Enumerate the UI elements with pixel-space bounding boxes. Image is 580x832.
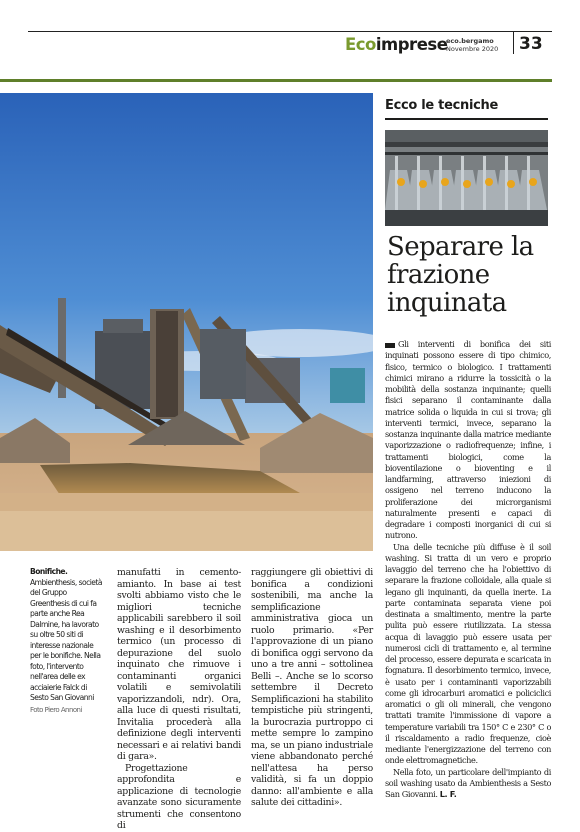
sidebar-paragraph-1 bbox=[385, 339, 551, 542]
column-a-paragraph-2: Progettazione approfondita e applicazione di tecnologie avanzate sono sicuramente strumenti che consentono di bbox=[117, 762, 241, 831]
sidebar-paragraph-3 bbox=[385, 767, 551, 801]
kicker-rule bbox=[385, 118, 548, 120]
header-top-rule bbox=[28, 31, 552, 32]
brand-eco: Eco bbox=[345, 35, 376, 54]
header-green-bar bbox=[0, 79, 552, 82]
soil-washing-thumbnail bbox=[385, 130, 548, 226]
photo-caption bbox=[30, 567, 106, 715]
sidebar-text-column bbox=[385, 339, 551, 800]
sidebar-paragraph-1-text: Gli interventi di bonifica dei siti inquinati possono essere di tipo chimico, fisico, termico o biologico. I trattamenti chimici mirano a ridurre la tossicità o la mobilità della sostanza inquinante; quelli fisici separano il contaminante dalla matrice solida o liquida in cui si trova; gli interventi termici, invece, separano la sostanza inquinante dalla matrice mediante vaporizzazione o radiofrequenze; infine, i trattamenti biologici, come la bioventilazione o bioventing e il landfarming, attraverso iniezioni di ossigeno nel terreno inducono la proliferazione dei microrganismi naturalmente presenti e capaci di degradare i composti inorganici di cui si nutrono. bbox=[385, 339, 551, 541]
section-brand bbox=[345, 35, 447, 55]
photo-credit: Foto Piero Annoni bbox=[30, 705, 82, 714]
section-kicker: Ecco le tecniche bbox=[385, 98, 498, 113]
publication-info bbox=[446, 37, 516, 53]
brand-imprese: imprese bbox=[375, 35, 448, 54]
issue-date: Novembre 2020 bbox=[446, 45, 499, 53]
column-a-paragraph-1: manufatti in cemento-amianto. In base ai test svolti abbiamo visto che le migliori tecniche applicabili sarebbero il soil washing e il desorbimento termico (un processo di depurazione del suolo inquinato che rimuove i contaminanti organici volatili e semivolatili vaporizzandoli, ndr). Ora, alla luce di questi risultati, Invitalia procederà alla definizione degli interventi necessari e ai relativi bandi di gara». bbox=[117, 567, 241, 762]
column-b-paragraph-1: raggiungere gli obiettivi di bonifica a condizioni sostenibili, ma anche la semplificazione amministrativa gioca un ruolo primario. «Per l'approvazione di un piano di bonifica oggi servono da uno a tre anni – sottolinea Belli –. Anche se lo scorso settembre il Decreto Semplificazioni ha stabilito tempistiche più stringenti, la burocrazia purtroppo ci mette sempre lo zampino ma, se un piano industriale viene abbandonato perché nell'attesa ha perso validità, si fa un doppio danno: all'ambiente e alla salute dei cittadini». bbox=[251, 567, 373, 808]
header-separator bbox=[513, 31, 514, 54]
lead-marker bbox=[385, 343, 395, 348]
caption-text: Ambienthesis, società del Gruppo Greenthesis di cui fa parte anche Rea Dalmine, ha lavorato su oltre 50 siti di interesse nazionale per le bonifiche. Nella foto, l'intervento nell'area delle ex acciaierie Falck di Sesto San Giovanni bbox=[30, 577, 102, 702]
article-headline: Separare la frazione inquinata bbox=[387, 232, 534, 318]
caption-head: Bonifiche. bbox=[30, 567, 68, 576]
publication-name: eco.bergamo bbox=[446, 37, 494, 45]
page-number: 33 bbox=[519, 34, 543, 54]
sidebar-paragraph-2: Una delle tecniche più diffuse è il soil washing. Si tratta di un vero e proprio lavaggio del terreno che ha l'obiettivo di separare la frazione colloidale, alla quale si legano gli inquinanti, da quella inerte. La parte contaminata separata viene poi destinata a smaltimento, mentre la parte pulita può essere riutilizzata. La stessa acqua di lavaggio può essere usata per numerosi cicli di trattamento e, al termine del processo, essere depurata e scaricata in fognatura. Il desorbimento termico, invece, è usato per i contaminanti vaporizzabili come gli idrocarburi aromatici e policiclici aromatici o gli oli minerali, che vengono trattati tramite l'immissione di vapore a temperature variabili tra 150° C e 230° C o il riscaldamento a radio frequenze, cioè mediante l'energizzazione del terreno con onde elettromagnetiche. bbox=[385, 541, 551, 766]
article-column-a bbox=[117, 567, 241, 832]
article-column-b bbox=[251, 567, 373, 809]
sidebar-paragraph-3-text: Nella foto, un particolare dell'impianto di soil washing usato da Ambienthesis a Sesto San Giovanni. bbox=[385, 766, 551, 799]
author-signature: L. F. bbox=[439, 789, 457, 799]
main-photo bbox=[0, 93, 373, 551]
